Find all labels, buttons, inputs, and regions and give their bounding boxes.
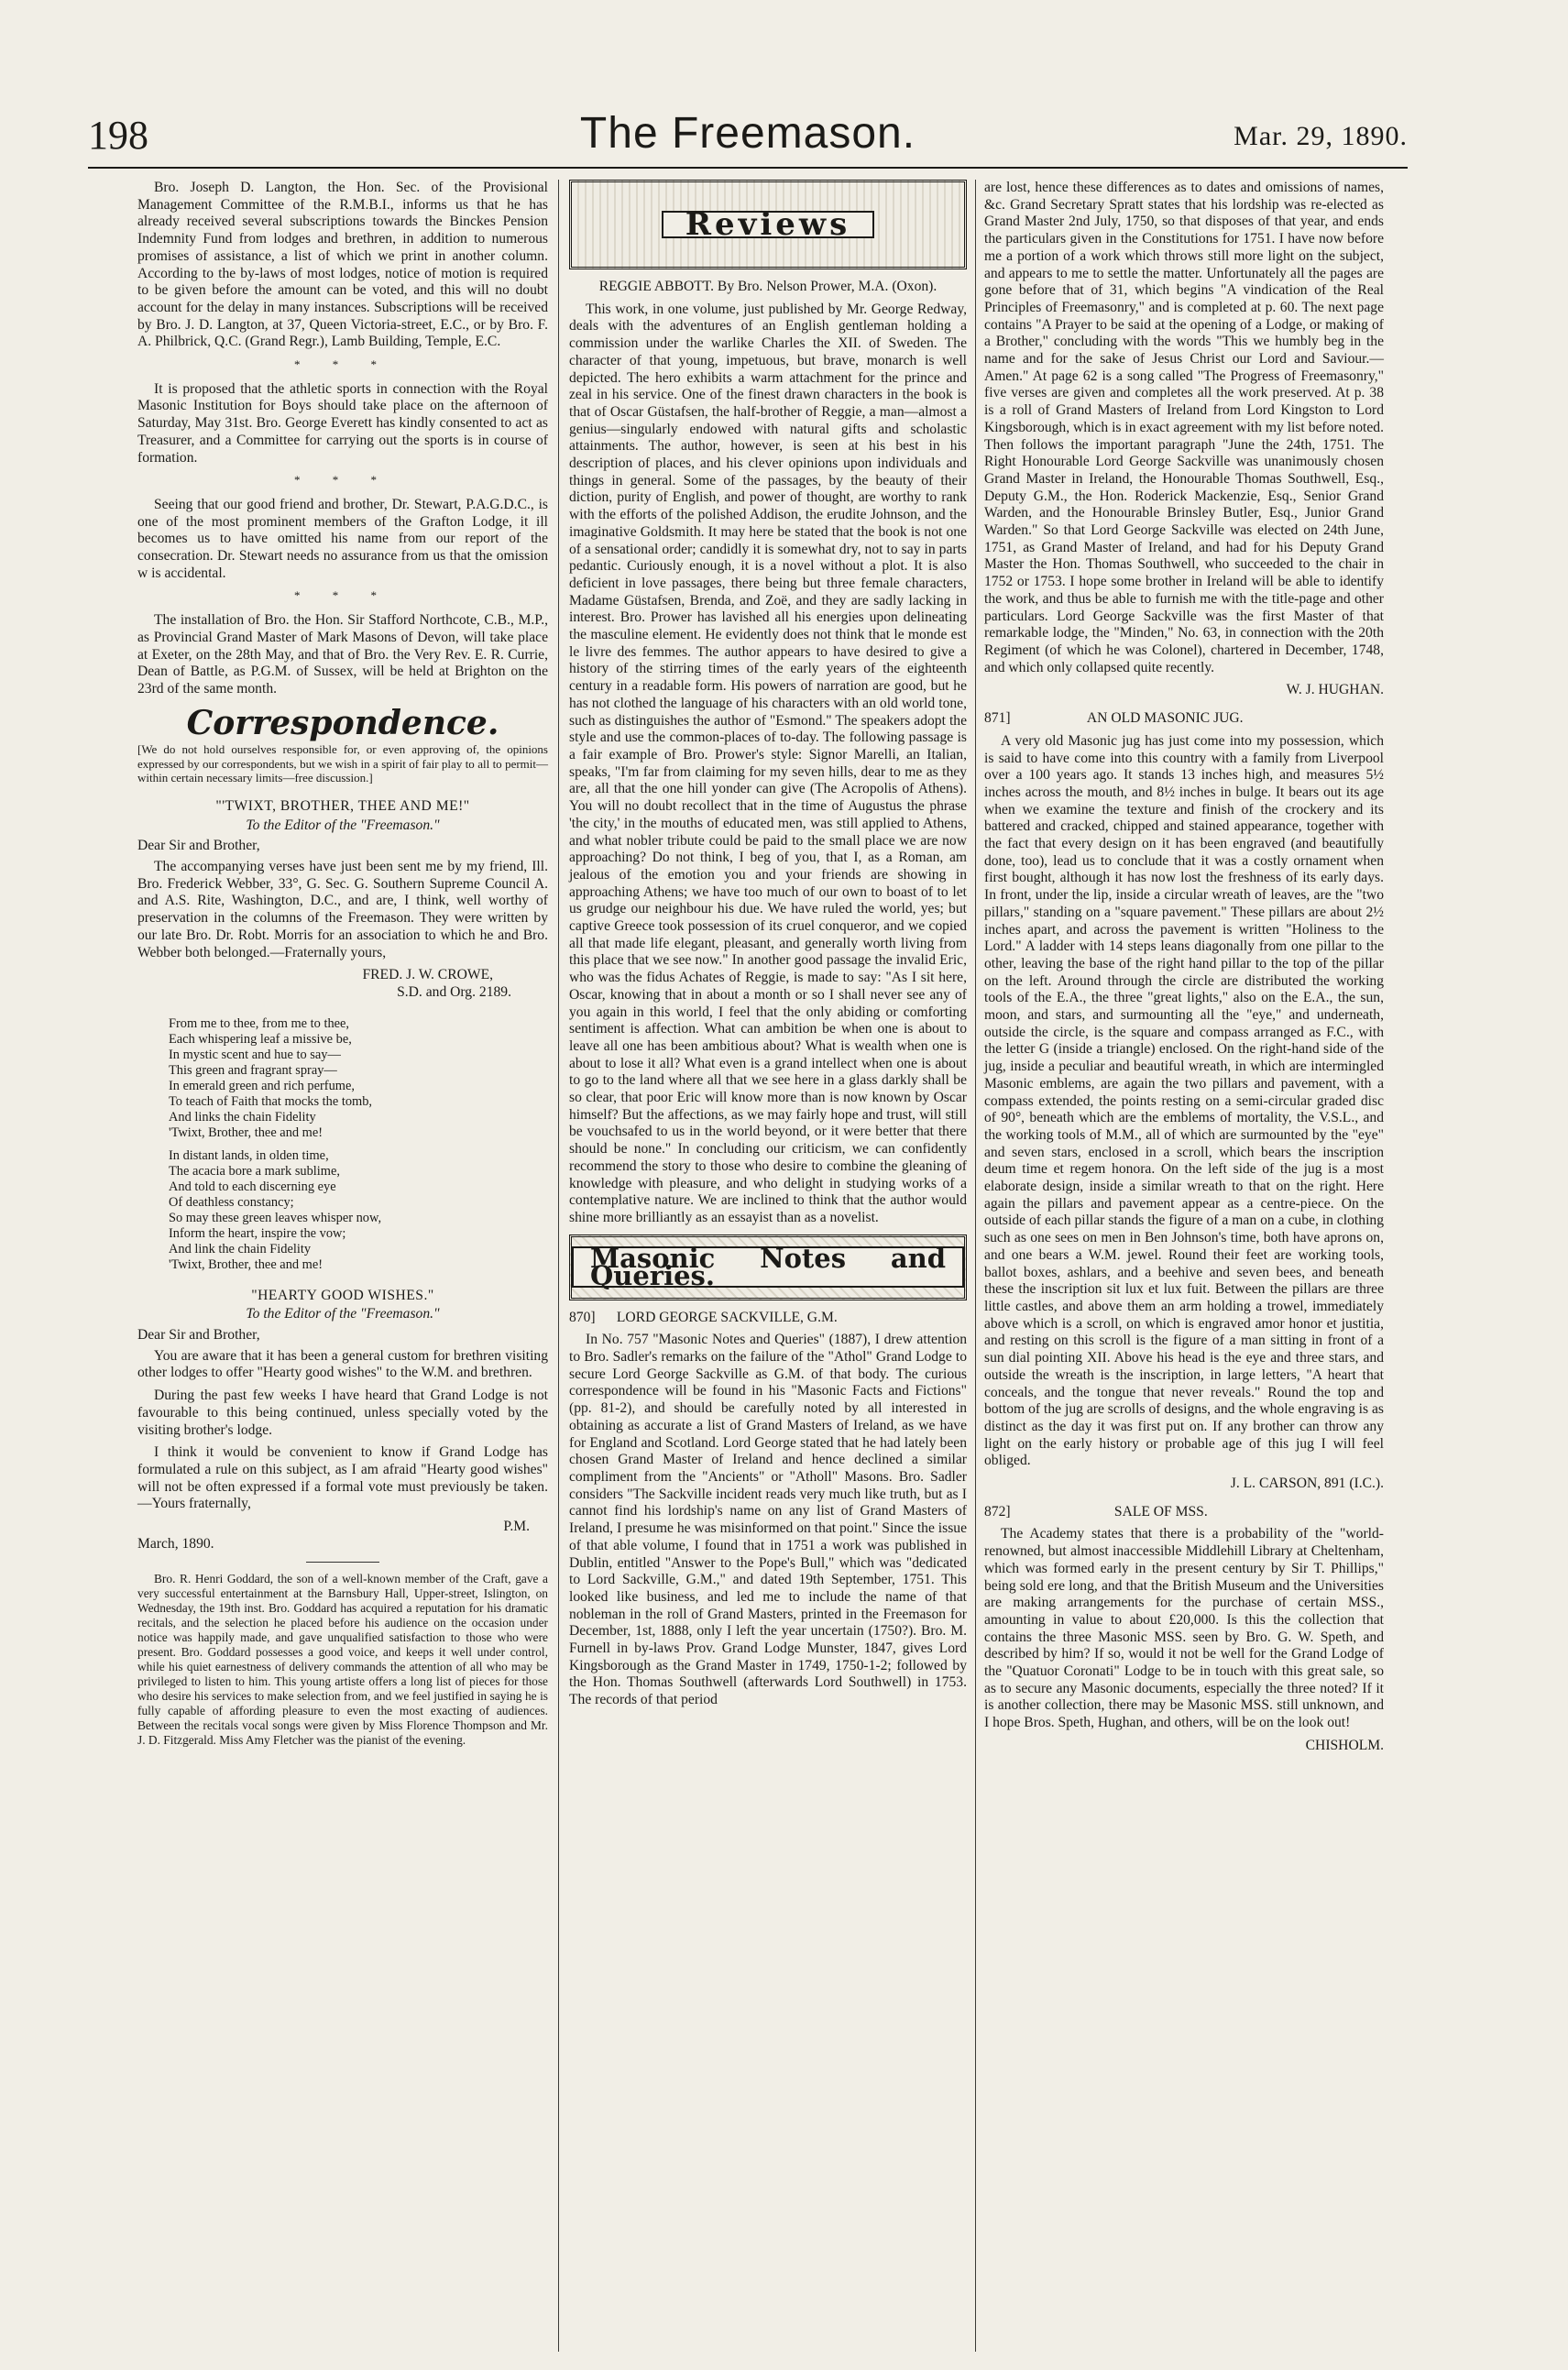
- poem-line: And told to each discerning eye: [169, 1179, 336, 1194]
- poem-line: And links the chain Fidelity: [169, 1109, 316, 1125]
- book-title: REGGIE ABBOTT. By Bro. Nelson Prower, M.A. (Oxon).: [598, 279, 938, 294]
- poem: [169, 1016, 548, 1273]
- poem-line: 'Twixt, Brother, thee and me!: [169, 1125, 323, 1140]
- poem-line: Each whispering leaf a missive be,: [169, 1031, 352, 1047]
- masthead-rule: [88, 167, 1408, 169]
- poem-line: In mystic scent and hue to say—: [169, 1047, 341, 1062]
- column-divider: [558, 180, 559, 2352]
- review-body: This work, in one volume, just published by Mr. George Redway, deals with the adventures of an English gentleman holding a commission under the warlike Charles the XII. of Sweden. The character of that young, impetuous, but brave, monarch is well depicted. The hero exhibits a warm attachment for the prince and zeal in his service. One of the finest drawn characters in the book is that of Oscar Güstafsen, the half-brother of Reggie, a man—almost a genius—singularly endowed with natural gifts and scholastic attainments. The author, however, is seen at his best in his description of places, and his clever opinions upon individuals and things in general. Some of the passages, by the beauty of their diction, purity of English, and power of thought, are worthy to rank with the efforts of the polished Addison, the erudite Johnson, and the imaginative Goldsmith. It may here be stated that the book is not one of a sensational order; candidly it is somewhat dry, not to say in parts pedantic. Curiously enough, it is a novel without a plot. It is also deficient in love passages, there being but three female characters, Madame Güstafsen, Brenda, and Zoë, and they are sadly lacking in interest. Bro. Prower has lavished all his energies upon delineating the masculine element. He evidently does not think that le monde est le livre des femmes. The author appears to have desired to give a history of the stirring times of the early years of the eighteenth century in a readable form. His powers of narration are good, but he has not clothed the language of his characters with an old world tone, such as distinguishes the author of "Esmond." The speakers adopt the style and use the common-places of to-day. The following passage is a fair example of Bro. Prower's style: Signor Marelli, an Italian, speaks, "I'm far from claiming for my seven hills, dear to me as they are, all that the one hill yonder can give (The Acropolis of Athens). You will no doubt recollect that in the time of Augustus the phrase 'the city,' in the mouths of educated men, was still applied to Athens, and what nobler tribute could be paid to the small place we are now approaching? Do not think, I beg of you, that I, as a Roman, am jealous of the emotion you and your friends are showing in approaching Athens; we have too much of our own to boast of to let us grudge our neighbour his due. We have ruled the world, yes; but captive Greece took possession of its cruel conqueror, and we copied all that made life elegant, pleasant, and generally worth living from this place that we see now." In another good passage the invalid Eric, who was the fidus Achates of Reggie, is made to say: "As I sit here, Oscar, knowing that in about a month or so I shall never see any of you again in this world, I feel that the only abiding or comforting sentiment is affection. What can ambition be when one is about to leave all one has been ambitious about? What is wealth when one is about to lose it all? What even is a grand intellect when one is about to go to the land where all that we see here in a glass darkly shall be so clear, that poor Eric will know more than is now known by Oscar himself? But the affections, as we may fairly hope and trust, will still be vouchsafed to us in the world beyond, or it were better that there should be none." In concluding our criticism, we can confidently recommend the story to those who desire to combine the gleaning of knowledge with pleasure, and who delight in studying works of a contemplative nature. We are inclined to think that the author would shine more brilliantly as an essayist than as a novelist.: [569, 301, 967, 1225]
- issue-date: Mar. 29, 1890.: [1234, 121, 1408, 151]
- correspondence-heading: Correspondence.: [186, 703, 499, 742]
- poem-line: From me to thee, from me to thee,: [169, 1015, 350, 1031]
- query-heading: [984, 710, 1384, 728]
- query-body: The Academy states that there is a probability of the "world-renowned, but almost inaccessible Middlehill Library at Cheltenham, which was formed early in the present century by Sir T. Phillips," being sold ere long, and that the British Museum and the Universities are making arrangements for the purchase of certain MSS., amounting in value to about £20,000. Is this the collection that contains the three Masonic MSS. seen by Bro. G. W. Speth, and described by him? If so, would it not be well for the Grand Lodge of the "Quatuor Coronati" Lodge to be in touch with this great sale, so as to secure any Masonic documents, especially the three noted? If it is another collection, there may be Masonic MSS. still unknown, and I hope Bros. Speth, Hughan, and others, will be on the look out!: [984, 1526, 1384, 1731]
- newspaper-title: The Freemason.: [579, 109, 916, 158]
- section-stars: * * *: [294, 588, 391, 603]
- column-1: [137, 180, 548, 1753]
- letter-addressee: To the Editor of the "Freemason.": [246, 1306, 440, 1322]
- letter-body: I think it would be convenient to know if Grand Lodge has formulated a rule on this subject, as I am afraid "Hearty good wishes" will not be often expressed if a formal vote must previously be taken.—Yours fraternally,: [137, 1444, 548, 1512]
- letter-signature: FRED. J. W. CROWE,: [362, 967, 493, 983]
- section-stars: * * *: [294, 357, 391, 372]
- poem-line: The acacia bore a mark sublime,: [169, 1163, 340, 1179]
- poem-stanza: [169, 1016, 548, 1141]
- paragraph: Bro. Joseph D. Langton, the Hon. Sec. of the Provisional Management Committee of the R.M.B.I., informs us that he has already received several subscriptions towards the Binckes Pension Indemnity Fund from lodges and brethren, in addition to numerous promises of assistance, a list of which we print in another column. According to the by-laws of most lodges, notice of motion is required to be given before the amount can be voted, and this will no doubt account for the delay in many instances. Subscriptions will be received by Bro. J. D. Langton, at 37, Queen Victoria-street, E.C., or by Bro. F. A. Philbrick, Q.C. (Grand Regr.), Lamb Building, Temple, E.C.: [137, 180, 548, 350]
- letter-body: You are aware that it has been a general custom for brethren visiting other lodges to offer "Hearty good wishes" to the W.M. and brethren.: [137, 1347, 548, 1381]
- query-body-continued: are lost, hence these differences as to dates and omissions of names, &c. Grand Secretary Spratt states that his lordship was re-elected as Grand Master 2nd July, 1750, so that disposes of that year, and ends the particulars given in the Constitutions for 1751. I have now before me a portion of a work which throws still more light on the subject, and appears to me to settle the matter. Unfortunately all the pages are gone before that of 31, which begins "A vindication of the Real Principles of Freemasonry," and is completed at p. 60. The next page contains "A Prayer to be said at the opening of a Lodge, or making of a Brother," concluding with the words "This we humbly beg in the name and for the sake of Jesus Christ our Lord and Saviour.—Amen." At page 62 is a song called "The Progress of Freemasonry," five verses are given and completes all the work preserved. At p. 38 is a roll of Grand Masters of Ireland from Lord Kingston to Lord Kingsborough, which is in exact agreement with my list before noted. Then follows the important paragraph "June the 24th, 1751. The Right Honourable Lord George Sackville was unanimously chosen Grand Master in Ireland, the Honourable Thomas Southwell, Esq., Deputy G.M., the Hon. Roderick Mackenzie, Esq., Senior Grand Warden, and the Honourable Brinsley Butler, Esq., Junior Grand Warden." So that Lord George Sackville was elected on 24th June, 1751, as Grand Master of Ireland, and had for his Deputy Grand Master the Hon. Thomas Southwell, who succeeded to the chair in 1752 or 1753. I hope some brother in Ireland will be able to identify the work, and thus be able to furnish me with the title-page and other particulars. Lord George Sackville was the first Master of that remarkable lodge, the "Minden," No. 63, in connection with the 20th Regiment (of which he was Colonel), chartered in December, 1748, and which only collapsed quite recently.: [984, 180, 1384, 675]
- letter-greeting: Dear Sir and Brother,: [137, 838, 260, 854]
- query-title: SALE OF MSS.: [1113, 1503, 1208, 1520]
- letter-addressee: To the Editor of the "Freemason.": [246, 817, 440, 833]
- query-number: 870]: [569, 1309, 596, 1325]
- letter-body: The accompanying verses have just been sent me by my friend, Ill. Bro. Frederick Webber, 33°, G. Sec. G. Southern Supreme Council A. and A.S. Rite, Washington, D.C., and are, I think, well worthy of preservation in the columns of the Freemason. They were written by our late Bro. Dr. Robt. Morris for an association to which he and Bro. Webber both belonged.—Fraternally yours,: [137, 859, 548, 960]
- poem-line: In emerald green and rich perfume,: [169, 1078, 355, 1093]
- paragraph: Bro. R. Henri Goddard, the son of a well-known member of the Craft, gave a very successful entertainment at the Barnsbury Hall, Upper-street, Islington, on Wednesday, the 19th inst. Bro. Goddard has acquired a reputation for his dramatic recitals, and the selection he placed before his audience on the occasion under notice was happily made, and gave unqualified satisfaction to those who were present. Bro. Goddard possesses a good voice, and keeps it well under control, while his quiet earnestness of delivery commands the attention of all who may be privileged to listen to him. This young artiste offers a long list of pieces for those who desire his services to make selection from, and we feel justified in saying he is fully capable of affording pleasure to even the most exacting of audiences. Between the recitals vocal songs were given by Miss Florence Thompson and Mr. J. D. Fitzgerald. Miss Amy Fletcher was the pianist of the evening.: [137, 1572, 548, 1748]
- query-number: 871]: [984, 710, 1011, 727]
- poem-line: Of deathless constancy;: [169, 1194, 294, 1210]
- paragraph: The installation of Bro. the Hon. Sir Stafford Northcote, C.B., M.P., as Provincial Grand Master of Mark Masons of Devon, will take place at Exeter, on the 28th May, and that of Bro. the Very Rev. E. R. Currie, Dean of Battle, as P.G.M. of Sussex, will be held at Brighton on the 23rd of the same month.: [137, 612, 548, 697]
- editorial-disclaimer: [We do not hold ourselves responsible for, or even approving of, the opinions expressed by our correspondents, but we wish in a spirit of fair play to all to permit—within certain necessary limits—free discussion.]: [137, 742, 548, 785]
- poem-line: So may these green leaves whisper now,: [169, 1210, 382, 1225]
- query-title: AN OLD MASONIC JUG.: [1086, 710, 1244, 727]
- query-signature: J. L. CARSON, 891 (I.C.).: [1230, 1476, 1384, 1492]
- query-title: LORD GEORGE SACKVILLE, G.M.: [616, 1309, 838, 1325]
- poem-line: 'Twixt, Brother, thee and me!: [169, 1256, 323, 1272]
- query-number: 872]: [984, 1503, 1011, 1520]
- query-body: In No. 757 "Masonic Notes and Queries" (1887), I drew attention to Bro. Sadler's remarks on the failure of the "Athol" Grand Lodge to secure Lord George Sackville as G.M. of that body. The curious correspondence will be found in his "Masonic Facts and Fictions" (pp. 81-2), and should be carefully noted by all interested in obtaining as accurate a list of Grand Masters of Ireland, as we have for England and Scotland. Lord George stated that he had lately been chosen Grand Master of Ireland and hence declined a similar compliment from the "Ancients" or "Atholl" Masons. Bro. Sadler considers "The Sackville incident reads very much like truth, but as I cannot find his lordship's name on any list of Grand Masters of Ireland, I presume he was misinformed on that point." Since the issue of that able volume, I found that in 1751 a work was published in Dublin, entitled "Answer to the Pope's Bull," which was "dedicated to Lord Sackville, G.M.," and dated 19th September, 1751. This looked like business, and led me to include the name of that nobleman in the roll of Grand Masters, printed in the Freemason for December, 1st, 1888, only I left the year uncertain (1750?). Bro. M. Furnell in by-laws Prov. Grand Lodge Munster, 1847, gives Lord Kingsborough as the Grand Master in 1749, 1750-1-2; followed by the Hon. Thomas Southwell (afterwards Lord Southwell) in 1753. The records of that period: [569, 1332, 967, 1708]
- letter-title: "HEARTY GOOD WISHES.": [251, 1287, 434, 1303]
- letter-date: March, 1890.: [137, 1535, 214, 1552]
- masthead: [88, 108, 1408, 163]
- poem-line: In distant lands, in olden time,: [169, 1147, 329, 1163]
- column-divider: [975, 180, 976, 2352]
- query-signature: W. J. HUGHAN.: [1286, 682, 1384, 698]
- poem-line: And link the chain Fidelity: [169, 1241, 312, 1256]
- letter-title: "'TWIXT, BROTHER, THEE AND ME!": [215, 797, 470, 814]
- reviews-banner-text: Reviews: [662, 211, 875, 239]
- notes-queries-banner: [569, 1234, 967, 1300]
- letter-body: During the past few weeks I have heard that Grand Lodge is not favourable to this being continued, unless specially voted by the visiting brother's lodge.: [137, 1388, 548, 1438]
- poem-line: To teach of Faith that mocks the tomb,: [169, 1093, 373, 1109]
- letter-greeting: Dear Sir and Brother,: [137, 1327, 260, 1344]
- letter-signature-title: S.D. and Org. 2189.: [397, 983, 511, 1000]
- query-signature: CHISHOLM.: [1305, 1737, 1384, 1753]
- paragraph: It is proposed that the athletic sports in connection with the Royal Masonic Institution for Boys should take place on the afternoon of Saturday, May 31st. Bro. George Everett has kindly consented to act as Treasurer, and a Committee for carrying out the sports is in course of formation.: [137, 380, 548, 466]
- section-stars: * * *: [294, 473, 391, 488]
- column-3: [984, 180, 1384, 1755]
- letter-signature: P.M.: [503, 1519, 530, 1535]
- query-heading: [569, 1310, 967, 1327]
- poem-line: This green and fragrant spray—: [169, 1062, 337, 1078]
- query-heading: [984, 1504, 1384, 1521]
- poem-stanza: [169, 1148, 548, 1273]
- notes-queries-banner-text: Masonic Notes and Queries.: [572, 1246, 964, 1288]
- query-body: A very old Masonic jug has just come into my possession, which is said to have come into this country with a family from Liverpool over a 100 years ago. It stands 13 inches high, and measures 5½ inches across the mouth, and 8½ inches in bulge. It bears out its age when we examine the texture and finish of the crockery and its battered and cracked, chipped and stained appearance, together with the fact that every design on it has been engraved (and beautifully done, too), lead us to conclude that it was a costly ornament when first bought, although it has now lost the freshness of its early days. In front, under the lip, inside a circular wreath of leaves, are the "two pillars," standing on a "square pavement." These pillars are about 2½ inches apart, and across the pavement is written "Holiness to the Lord." A ladder with 14 steps leans diagonally from one pillar to the other, leaving the base of the right hand pillar to the top of the pillar on the left. Around through the circle are distributed the working tools of the E.A., the three "great lights," also on the E.A., the sun, moon, and stars, and surmounting all the "eye," and underneath, outside the circle, is the square and compass arranged as F.C., with the letter G (inside a triangle) enclosed. On the right-hand side of the jug, inside a peculiar and beautiful wreath, in which are intermingled Masonic emblems, are again the two pillars and pavement, with a compass extended, the points resting on a semi-circular graded disc of 90°, beneath which are the emblems of mortality, the V.S.L., and the working tools of M.M., all of which are surmounted by the "eye" and seven stars, enclosed in a scroll, which bears the inscription deum time et regem honora. On the left side of the jug is a most elaborate design, inside a similar wreath to that on the right. Here again the pillars and pavement appear as a centre-piece. On the outside of each pillar stands the figure of a man on a cube, in clothing such as one sees on men in Ben Johnson's time, both have aprons on, and one bears a W.M. jewel. Round their feet are working tools, ballot boxes, ashlars, and a beehive and seven bees, and beneath these the inscription sit lux et lux fuit. Between the pillars are three little castles, and above them an arm holding a trowel, immediately above which is a scroll, on which is engraved amor honor et justitia, and resting on this scroll is the figure of a man sitting in front of a sun dial pointing XII. Above his head is the eye and three stars, and outside the wreath is the inscription, in large letters, "A heart that conceals, and the tongue that never reveals." Round the top and bottom of the jug are scrolls of designs, and the whole engraving is as distinct as the day it was first put on. If any brother can throw any light on the early history or probable age of this jug I will feel obliged.: [984, 732, 1384, 1469]
- reviews-banner: [569, 180, 967, 269]
- separator: [306, 1562, 379, 1563]
- paragraph: Seeing that our good friend and brother, Dr. Stewart, P.A.G.D.C., is one of the most prominent members of the Grafton Lodge, it ill becomes us to have omitted his name from our report of the consecration. Dr. Stewart needs no assurance from us that the omission w is accidental.: [137, 496, 548, 581]
- poem-line: Inform the heart, inspire the vow;: [169, 1225, 346, 1241]
- column-2: [569, 180, 967, 1715]
- page-number: 198: [88, 113, 148, 158]
